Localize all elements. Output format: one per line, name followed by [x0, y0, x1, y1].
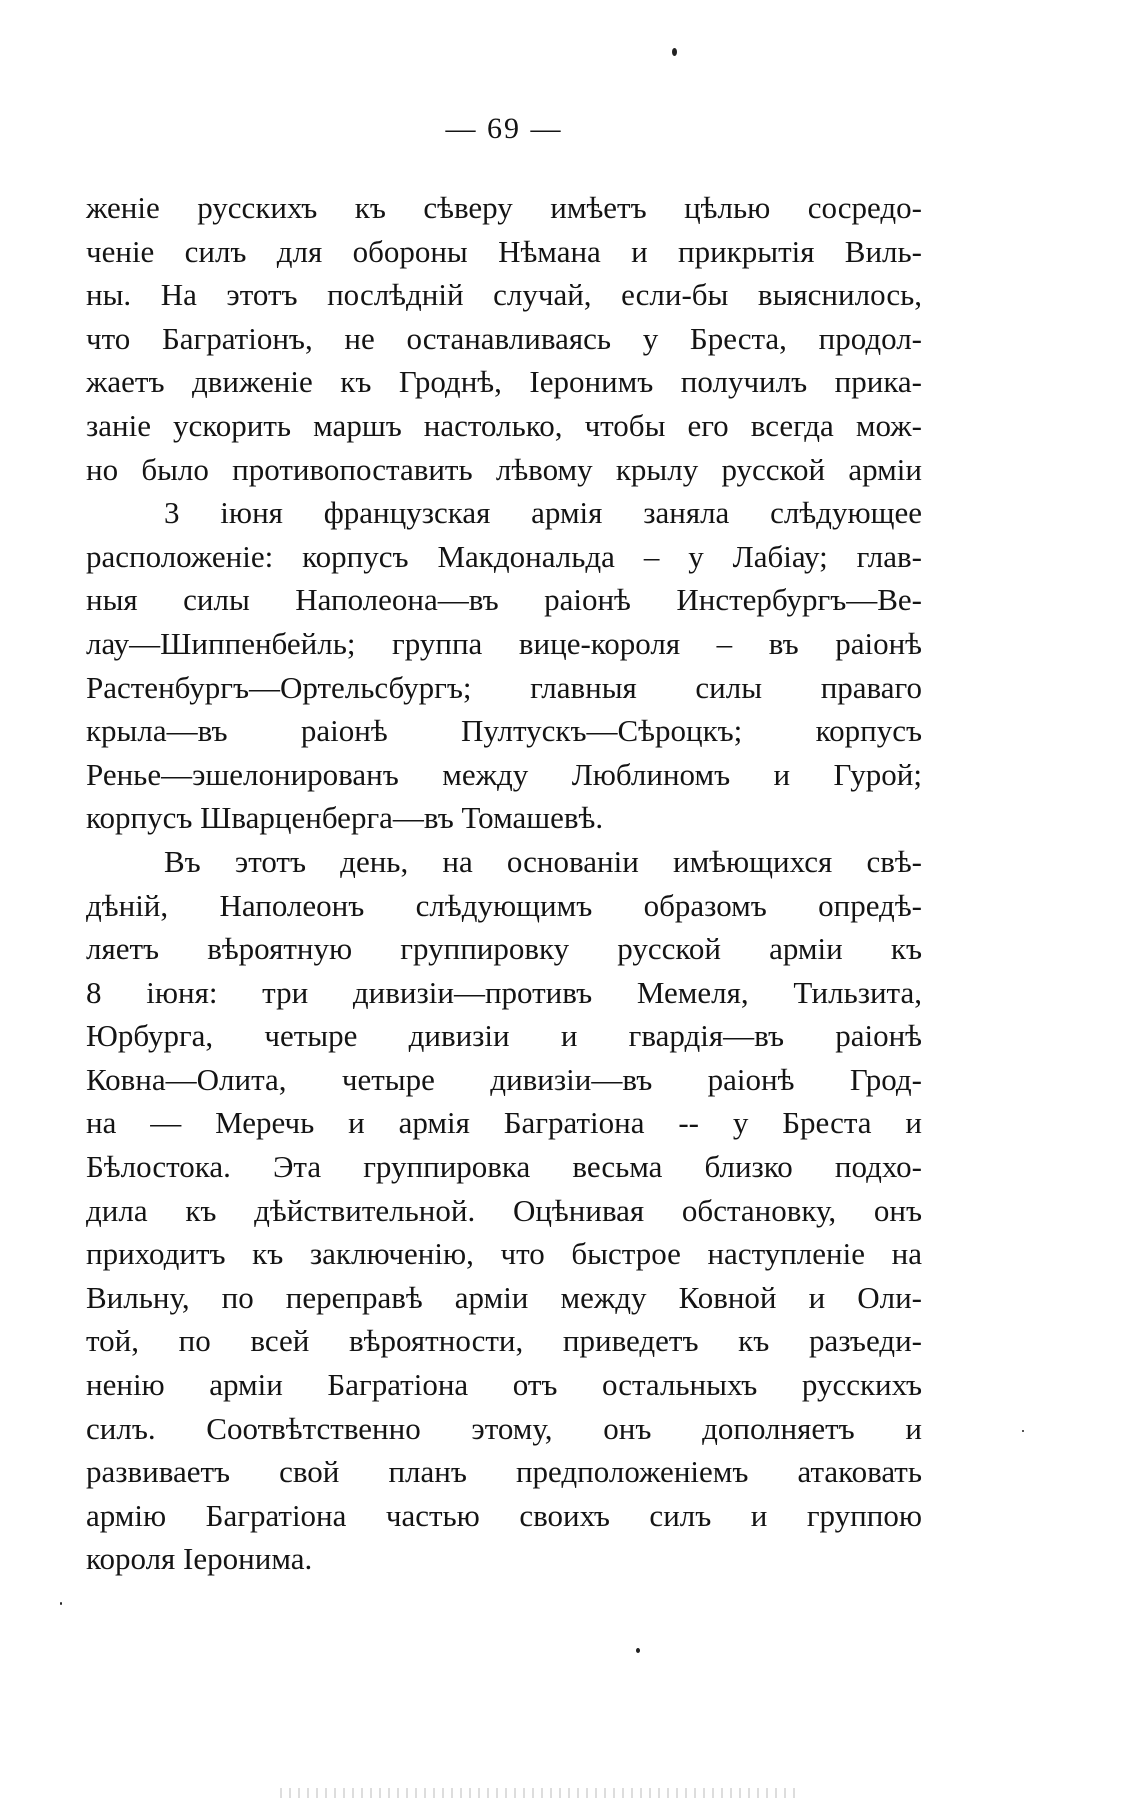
ink-speck — [1022, 1430, 1024, 1432]
ink-speck — [60, 1602, 62, 1605]
text-line: расположеніе: корпусъ Макдональда – у Лабіау; глав- — [86, 538, 922, 574]
text-line: дѣній, Наполеонъ слѣдующимъ образомъ опредѣ- — [86, 887, 922, 923]
scan-bleed-through — [280, 1788, 800, 1798]
text-line: женіе русскихъ къ сѣверу имѣетъ цѣлью сосредо- — [86, 190, 922, 225]
text-line: на — Меречь и армія Багратіона -- у Бреста и — [86, 1105, 922, 1141]
text-line: ляетъ вѣроятную группировку русской арміи къ — [86, 931, 922, 967]
text-line: силъ. Соотвѣтственно этому, онъ дополняетъ и — [86, 1410, 922, 1446]
text-line: Вильну, по переправѣ арміи между Ковной и Оли- — [86, 1279, 922, 1315]
text-line: той, по всей вѣроятности, приведетъ къ разъеди- — [86, 1323, 922, 1359]
text-line: ныя силы Наполеона—въ раіонѣ Инстербургъ—Ве- — [86, 582, 922, 618]
paragraph-last-line: корпусъ Шварценберга—въ Томашевѣ. — [86, 800, 604, 836]
text-line: армію Багратіона частью своихъ силъ и группою — [86, 1497, 922, 1533]
page-number: — 69 — — [445, 112, 563, 145]
text-line: ненію арміи Багратіона отъ остальныхъ русскихъ — [86, 1367, 922, 1403]
text-line: Бѣлостока. Эта группировка весьма близко подхо- — [86, 1149, 922, 1185]
text-line: дила къ дѣйствительной. Оцѣнивая обстановку, онъ — [86, 1192, 922, 1228]
text-line: жаетъ движеніе къ Гроднѣ, Іеронимъ получилъ прика- — [86, 364, 922, 400]
text-line: Юрбурга, четыре дивизіи и гвардія—въ раіонѣ — [86, 1018, 922, 1054]
paragraph-first-line: 3 іюня французская армія заняла слѣдующее — [164, 495, 922, 531]
paragraph-last-line: короля Іеронима. — [86, 1541, 313, 1577]
body-text — [86, 186, 922, 1581]
text-line: 8 іюня: три дивизіи—противъ Мемеля, Тильзита, — [86, 974, 922, 1010]
text-line: Ренье—эшелонированъ между Люблиномъ и Гурой; — [86, 756, 922, 792]
text-line: крыла—въ раіонѣ Пултускъ—Сѣроцкъ; корпусъ — [86, 713, 922, 749]
text-line: приходитъ къ заключенію, что быстрое наступленіе на — [86, 1236, 922, 1272]
text-line: что Багратіонъ, не останавливаясь у Бреста, продол- — [86, 320, 922, 356]
text-line: лау—Шиппенбейль; группа вице-короля – въ раіонѣ — [86, 625, 922, 661]
text-line: ченіе силъ для обороны Нѣмана и прикрытія Виль- — [86, 233, 922, 269]
text-line: Растенбургъ—Ортельсбургъ; главныя силы праваго — [86, 669, 922, 705]
ink-speck — [636, 1648, 640, 1653]
text-line: развиваетъ свой планъ предположеніемъ атаковать — [86, 1454, 922, 1490]
text-line: заніе ускорить маршъ настолько, чтобы его всегда мож- — [86, 407, 922, 443]
text-line: ны. На этотъ послѣдній случай, если-бы выяснилось, — [86, 277, 922, 313]
paragraph-first-line: Въ этотъ день, на основаніи имѣющихся свѣ- — [164, 843, 922, 879]
ink-speck — [672, 48, 677, 56]
text-line: Ковна—Олита, четыре дивизіи—въ раіонѣ Грод- — [86, 1061, 922, 1097]
text-line: но было противопоставить лѣвому крылу русской арміи — [86, 451, 922, 487]
